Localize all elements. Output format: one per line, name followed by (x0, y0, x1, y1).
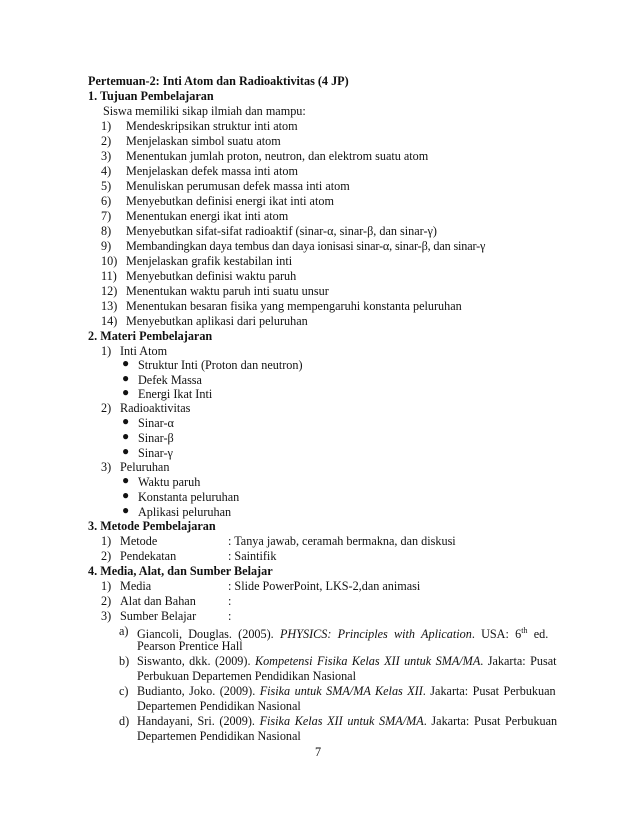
bullet-icon: ● (122, 385, 130, 399)
bullet-text: Struktur Inti (Proton dan neutron) (138, 358, 303, 372)
item-text: Menentukan waktu paruh inti suatu unsur (126, 284, 329, 298)
row-value: : (228, 609, 232, 623)
ref-letter: d) (119, 714, 130, 728)
bullet-icon: ● (122, 503, 130, 517)
row-number: 2) (101, 549, 112, 563)
ref-author: Budianto, Joko. (2009). (137, 684, 260, 698)
row-value: : Slide PowerPoint, LKS-2,dan animasi (228, 579, 421, 593)
row-label: Pendekatan (120, 549, 177, 563)
item-text: Membandingkan daya tembus dan daya ionisasi sinar-α, sinar-β, dan sinar-γ (126, 239, 486, 253)
ref-title: PHYSICS: Principles with Aplication (279, 627, 472, 642)
item-text: Menuliskan perumusan defek massa inti atom (126, 179, 350, 193)
item-number: 5) (101, 179, 112, 193)
item-number: 8) (101, 224, 112, 238)
section-1-title: 1. Tujuan Pembelajaran (88, 89, 214, 103)
item-text: Menjelaskan grafik kestabilan inti (126, 254, 293, 268)
bullet-icon: ● (122, 371, 130, 385)
item-number: 9) (101, 239, 112, 253)
ref-superscript: th (521, 626, 528, 635)
bullet-text: Defek Massa (138, 373, 202, 387)
group-number: 2) (101, 401, 112, 415)
group-label: Radioaktivitas (120, 401, 191, 415)
row-number: 2) (101, 594, 112, 608)
item-number: 2) (101, 134, 112, 148)
bullet-text: Sinar-β (138, 431, 174, 445)
row-value: : Tanya jawab, ceramah bermakna, dan diskusi (228, 534, 456, 548)
section-2-title: 2. Materi Pembelajaran (88, 329, 213, 343)
ref-letter: c) (119, 684, 129, 698)
item-number: 1) (101, 119, 112, 133)
item-text: Menyebutkan sifat-sifat radioaktif (sinar-α, sinar-β, dan sinar-γ) (126, 224, 437, 238)
item-number: 14) (101, 314, 118, 328)
ref-line-1 (137, 684, 556, 698)
item-number: 4) (101, 164, 112, 178)
bullet-icon: ● (122, 414, 130, 428)
ref-letter: b) (119, 654, 130, 668)
item-text: Menjelaskan simbol suatu atom (126, 134, 281, 148)
page-number: 7 (315, 745, 322, 759)
bullet-text: Sinar-γ (138, 446, 173, 460)
row-label: Metode (120, 534, 158, 548)
group-number: 1) (101, 344, 112, 358)
ref-publisher: . USA: 6 (471, 627, 522, 642)
row-label: Alat dan Bahan (120, 594, 196, 608)
ref-publisher: . Jakarta: Pusat (480, 654, 557, 668)
item-text: Menjelaskan defek massa inti atom (126, 164, 298, 178)
ref-line-1 (137, 654, 557, 668)
row-number: 1) (101, 534, 112, 548)
item-text: Menyebutkan definisi energi ikat inti atom (126, 194, 334, 208)
page-heading: Pertemuan-2: Inti Atom dan Radioaktivitas (4 JP) (88, 74, 349, 88)
item-text: Menyebutkan definisi waktu paruh (126, 269, 297, 283)
bullet-text: Energi Ikat Inti (138, 387, 213, 401)
group-label: Inti Atom (120, 344, 168, 358)
item-number: 12) (101, 284, 118, 298)
item-number: 6) (101, 194, 112, 208)
item-number: 13) (101, 299, 118, 313)
ref-line-2: Departemen Pendidikan Nasional (137, 699, 301, 713)
bullet-text: Sinar-α (138, 416, 174, 430)
ref-line-2: Departemen Pendidikan Nasional (137, 729, 301, 743)
bullet-text: Konstanta peluruhan (138, 490, 240, 504)
group-number: 3) (101, 460, 112, 474)
section-3-title: 3. Metode Pembelajaran (88, 519, 216, 533)
ref-publisher: . Jakarta: Pusat Perbukuan (423, 714, 558, 728)
bullet-icon: ● (122, 429, 130, 443)
bullet-icon: ● (122, 356, 130, 370)
ref-line-2: Pearson Prentice Hall (137, 639, 243, 653)
ref-edition: ed. (527, 627, 549, 642)
ref-author: Handayani, Sri. (2009). (137, 714, 260, 728)
row-number: 3) (101, 609, 112, 623)
ref-publisher: . Jakarta: Pusat Perbukuan (422, 684, 556, 698)
section-1-intro: Siswa memiliki sikap ilmiah dan mampu: (103, 104, 306, 118)
row-label: Media (120, 579, 152, 593)
bullet-text: Aplikasi peluruhan (138, 505, 232, 519)
item-text: Menentukan jumlah proton, neutron, dan elektrom suatu atom (126, 149, 429, 163)
ref-title: Fisika untuk SMA/MA Kelas XII (259, 684, 423, 698)
bullet-text: Waktu paruh (138, 475, 201, 489)
bullet-icon: ● (122, 473, 130, 487)
ref-line-2: Perbukuan Departemen Pendidikan Nasional (137, 669, 356, 683)
row-value: : Saintifik (228, 549, 277, 563)
item-text: Menyebutkan aplikasi dari peluruhan (126, 314, 308, 328)
row-label: Sumber Belajar (120, 609, 197, 623)
ref-title: Fisika Kelas XII untuk SMA/MA (259, 714, 424, 728)
row-value: : (228, 594, 232, 608)
ref-author: Giancoli, Douglas. (2005). (137, 627, 280, 642)
ref-line-1 (137, 714, 557, 728)
item-number: 11) (101, 269, 117, 283)
bullet-icon: ● (122, 488, 130, 502)
item-text: Menentukan energi ikat inti atom (126, 209, 289, 223)
group-label: Peluruhan (120, 460, 170, 474)
ref-author: Siswanto, dkk. (2009). (137, 654, 255, 668)
row-number: 1) (101, 579, 112, 593)
bullet-icon: ● (122, 444, 130, 458)
ref-title: Kompetensi Fisika Kelas XII untuk SMA/MA (254, 654, 481, 668)
item-text: Menentukan besaran fisika yang mempengaruhi konstanta peluruhan (126, 299, 462, 313)
ref-letter: a) (119, 624, 129, 638)
item-number: 7) (101, 209, 112, 223)
item-number: 10) (101, 254, 118, 268)
section-4-title: 4. Media, Alat, dan Sumber Belajar (88, 564, 273, 578)
item-number: 3) (101, 149, 112, 163)
item-text: Mendeskripsikan struktur inti atom (126, 119, 298, 133)
